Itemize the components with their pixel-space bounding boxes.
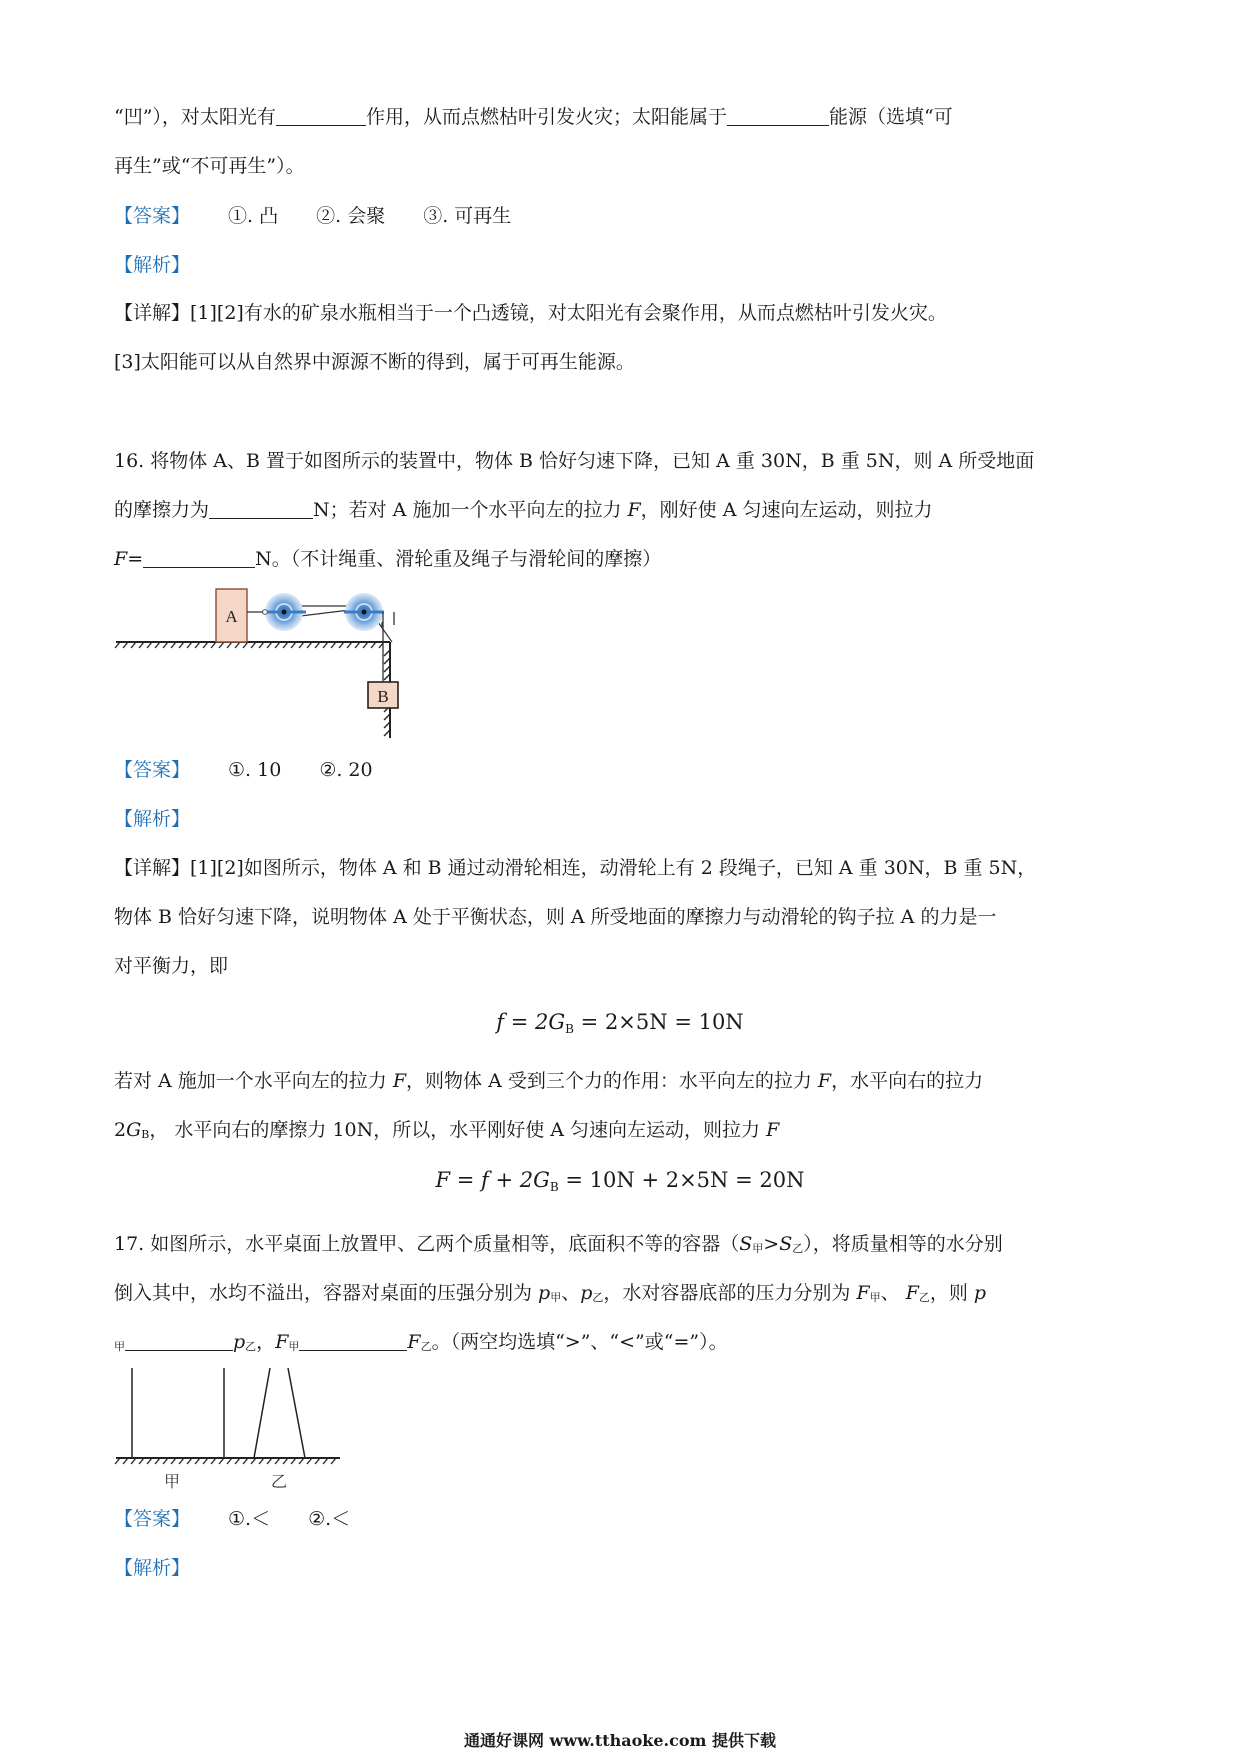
answer-tag: 【答案】 <box>114 205 191 227</box>
block-a-label: A <box>225 607 238 626</box>
q16-blank-2[interactable] <box>143 547 255 568</box>
q17-answer-2: ②.＜ <box>308 1508 351 1530</box>
q16-detail-5: 2GB， 水平向右的摩擦力 10N，所以，水平刚好使 A 匀速向左运动，则拉力 F <box>114 1119 780 1141</box>
q16-equation-2: F = f + 2GB = 10N + 2×5N = 20N <box>435 1168 805 1194</box>
answer-tag: 【答案】 <box>114 1508 191 1530</box>
q16-analysis-tag: 【解析】 <box>114 808 191 830</box>
q17-blank-2[interactable] <box>299 1330 407 1351</box>
q15-blank-3[interactable] <box>727 105 829 126</box>
label-jia: 甲 <box>163 1472 181 1491</box>
q17-blank-1[interactable] <box>125 1330 233 1351</box>
q16-answer <box>114 757 373 783</box>
q16-blank-1[interactable] <box>209 498 313 519</box>
q17-text-line3: 甲 p乙，F甲 F乙。（两空均选填“>”、“<”或“=”）。 <box>114 1331 728 1353</box>
q17-answer-1: ①.＜ <box>228 1508 271 1530</box>
q16-detail-3: 对平衡力，即 <box>114 955 229 977</box>
q15-answer <box>114 203 511 229</box>
pulley-diagram <box>112 580 432 740</box>
answer-tag: 【答案】 <box>114 759 191 781</box>
q16-answer-2: ②. 20 <box>319 759 373 781</box>
q15-text-line1: “凹”），对太阳光有 作用，从而点燃枯叶引发火灾；太阳能属于 能源（选填“可 <box>114 106 953 128</box>
q15-answer-1: ①. 凸 <box>228 205 279 227</box>
page-footer: 通通好课网 www.tthaoke.com 提供下载 <box>463 1731 777 1750</box>
movable-pulley <box>262 593 306 631</box>
q16-detail-4: 若对 A 施加一个水平向左的拉力 F，则物体 A 受到三个力的作用：水平向左的拉力 F，水平向右的拉力 <box>114 1070 984 1092</box>
q16-text-line1: 16. 将物体 A、B 置于如图所示的装置中，物体 B 恰好匀速下降，已知 A 重 30N，B 重 5N，则 A 所受地面 <box>114 450 1035 472</box>
block-b-label: B <box>377 687 389 706</box>
q17-answer <box>114 1506 350 1532</box>
containers-diagram <box>112 1366 352 1496</box>
q15-blank-2[interactable] <box>276 105 366 126</box>
detail-tag: 【详解】 <box>114 302 191 324</box>
container-jia <box>132 1368 224 1458</box>
q16-text-line3: F= N。（不计绳重、滑轮重及绳子与滑轮间的摩擦） <box>114 548 662 570</box>
label-yi: 乙 <box>270 1472 288 1491</box>
q16-answer-1: ①. 10 <box>228 759 282 781</box>
q15-detail-2: [3]太阳能可以从自然界中源源不断的得到，属于可再生能源。 <box>114 351 635 373</box>
q17-analysis-tag: 【解析】 <box>114 1557 191 1579</box>
q16-equation-1: f = 2GB = 2×5N = 10N <box>496 1010 744 1036</box>
q16-detail-2: 物体 B 恰好匀速下降，说明物体 A 处于平衡状态，则 A 所受地面的摩擦力与动滑轮的钩子拉 A 的力是一 <box>114 906 997 928</box>
q15-answer-2: ②. 会聚 <box>316 205 386 227</box>
fixed-pulley <box>344 593 384 631</box>
q17-text-line2: 倒入其中，水均不溢出，容器对桌面的压强分别为 p甲、p乙，水对容器底部的压力分别为 F甲、 F乙，则 p <box>114 1282 987 1304</box>
detail-tag: 【详解】 <box>114 857 191 879</box>
q15-analysis-tag: 【解析】 <box>114 254 191 276</box>
q16-detail-1: 【详解】[1][2]如图所示，物体 A 和 B 通过动滑轮相连，动滑轮上有 2 段绳子，已知 A 重 30N，B 重 5N， <box>114 857 1037 879</box>
container-yi <box>254 1368 305 1458</box>
q16-text-line2: 的摩擦力为 N；若对 A 施加一个水平向左的拉力 F，刚好使 A 匀速向左运动，则拉力 <box>114 499 933 521</box>
q17-text-line1: 17. 如图所示，水平桌面上放置甲、乙两个质量相等，底面积不等的容器（S甲>S乙），将质量相等的水分别 <box>114 1233 1003 1255</box>
q15-answer-3: ③. 可再生 <box>423 205 512 227</box>
q15-text-line2: 再生”或“不可再生”）。 <box>114 155 305 177</box>
q15-detail-1: 【详解】[1][2]有水的矿泉水瓶相当于一个凸透镜，对太阳光有会聚作用，从而点燃枯叶引发火灾。 <box>114 302 947 324</box>
